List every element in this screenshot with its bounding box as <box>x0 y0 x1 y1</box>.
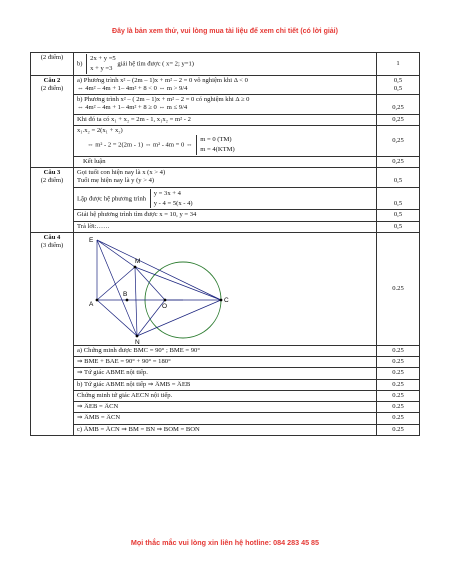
text-line: Kết luận <box>83 157 106 165</box>
content-cell <box>74 125 377 156</box>
table-row <box>31 125 420 156</box>
content-cell <box>74 357 377 368</box>
part-label: b) <box>77 60 83 68</box>
solution-text: giải hệ tìm được ( x= 2; y=1) <box>117 60 194 68</box>
score: 0,5 <box>393 76 403 84</box>
content-cell <box>74 114 377 125</box>
figure-cell <box>74 232 377 345</box>
content-cell <box>74 156 377 167</box>
text-line: Tuổi mẹ hiện nay là y (y > 4) <box>77 177 155 185</box>
text-line: Gọi tuổi con hiện nay là x (x > 4) <box>77 169 166 177</box>
question-title: Câu 3 <box>43 169 61 177</box>
content-cell <box>74 402 377 413</box>
content-cell <box>74 53 377 76</box>
point-a <box>96 299 99 302</box>
content-cell <box>74 368 377 379</box>
table-row <box>31 368 420 379</box>
text-line: Chứng minh tứ giác AECN nội tiếp. <box>77 391 173 399</box>
content-cell <box>74 390 377 401</box>
question-cell <box>31 75 74 167</box>
table-row <box>31 168 420 187</box>
equation-text: ⇔ m² - 2 = 2(2m - 1) ⇔ m² - 4m = 0 ⇔ <box>87 141 193 149</box>
points-cell: (2 điểm) <box>31 53 74 76</box>
score-cell: 0,5 <box>377 210 420 221</box>
table-row <box>31 390 420 401</box>
score-cell: 0.25 <box>377 424 420 435</box>
case-2: m = 4(KTM) <box>200 146 235 154</box>
point-n <box>136 335 139 338</box>
text-line: a) Phương trình x² – (2m – 1)x + m² – 2 = 0 vô nghiệm khi Δ < 0 <box>77 76 248 84</box>
table-row <box>31 357 420 368</box>
table-row <box>31 232 420 345</box>
score-cell: 0,25 <box>377 156 420 167</box>
score-cell: 0.25 <box>377 402 420 413</box>
label-c: C <box>224 296 229 304</box>
score-cell: 0.25 <box>377 390 420 401</box>
point-o <box>164 299 167 302</box>
text-line: ⇒ ÂMB = ÂCN <box>77 414 121 422</box>
table-row <box>31 345 420 356</box>
table-row <box>31 424 420 435</box>
content-cell <box>74 210 377 221</box>
text-line: c) ÂMB = ÂCN ⇒ BM = BN ⇒ B̂OM = B̂ON <box>77 425 200 433</box>
text-line: Khi đó ta có x₁ + x₂ = 2m - 1, x₁x₂ = m² - 2 <box>77 115 191 123</box>
preview-notice: Đây là bản xem thử, vui lòng mua tài liệu để xem chi tiết (có lời giải) <box>112 28 338 35</box>
score-cell: 0,25 <box>377 125 420 156</box>
table-row <box>31 53 420 76</box>
table-row <box>31 75 420 94</box>
score-cell: 0.25 <box>377 413 420 424</box>
score-cell: 0,5 <box>377 221 420 232</box>
question-points: (2 điểm) <box>40 85 64 93</box>
question-cell <box>31 232 74 435</box>
score-cell: 0,5 <box>377 187 420 210</box>
score-cell: 0,25 <box>377 95 420 114</box>
table-row <box>31 402 420 413</box>
figure-lines <box>97 240 221 336</box>
label-o: O <box>162 302 168 310</box>
question-points: (2 điểm) <box>40 177 64 185</box>
table-row <box>31 114 420 125</box>
case-brace <box>196 135 235 155</box>
text-line: ⇒ Tứ giác ABME nội tiếp. <box>77 369 148 377</box>
label-n: N <box>135 338 140 344</box>
text-line: Trả lời:…… <box>77 222 110 230</box>
score: 0,5 <box>393 85 403 93</box>
point-m <box>134 266 137 269</box>
content-cell <box>74 187 377 210</box>
score-cell: 1 <box>377 53 420 76</box>
question-points: (3 điểm) <box>40 242 64 250</box>
text-line: b) Phương trình x² – ( 2m – 1)x + m² – 2 = 0 có nghiệm khi Δ ≥ 0 <box>77 96 250 104</box>
equation-1: y = 3x + 4 <box>153 189 181 197</box>
table-row <box>31 379 420 390</box>
text-line: a) Chứng minh được B̂MC = 90° ; B̂ME = 90° <box>77 346 200 354</box>
text-line: ⇔ 4m² – 4m + 1– 4m² + 8 < 0 ⇔ m > 9/4 <box>77 85 188 93</box>
text-line: b) Tứ giác ABME nội tiếp ⇒ ÂMB = ÂEB <box>77 380 191 388</box>
label-b: B <box>123 290 128 298</box>
table-row <box>31 187 420 210</box>
equation-system <box>86 54 116 74</box>
score-cell: 0.25 <box>377 357 420 368</box>
table-row <box>31 221 420 232</box>
text-line: ⇔ 4m² – 4m + 1– 4m² + 8 ≥ 0 ⇔ m ≤ 9/4 <box>77 104 188 112</box>
geometry-figure <box>77 234 237 344</box>
text-line: ⇒ ÂEB = ÂCN <box>77 403 119 411</box>
table-row <box>31 210 420 221</box>
score-cell: 0.25 <box>377 379 420 390</box>
case-1: m = 0 (TM) <box>200 136 232 144</box>
content-cell <box>74 379 377 390</box>
equation-1: 2x + y =5 <box>90 55 116 62</box>
score-cell <box>377 75 420 94</box>
equation-system <box>150 189 193 209</box>
text-line <box>77 135 373 155</box>
score-cell: 0.25 <box>377 232 420 345</box>
score-cell: 0.25 <box>377 345 420 356</box>
score-cell: 0,25 <box>377 114 420 125</box>
question-cell <box>31 168 74 233</box>
question-title: Câu 2 <box>43 76 61 84</box>
content-cell <box>74 413 377 424</box>
answer-table <box>30 52 420 436</box>
content-cell <box>74 424 377 435</box>
point-c <box>220 299 223 302</box>
text-line: ⇒ B̂ME + B̂AE = 90° + 90° = 180° <box>77 358 171 366</box>
question-title: Câu 4 <box>43 233 61 241</box>
label-m: M <box>135 257 141 265</box>
score-cell: 0.25 <box>377 368 420 379</box>
table-row <box>31 156 420 167</box>
content-cell <box>74 221 377 232</box>
label-e: E <box>89 236 94 244</box>
content-cell <box>74 168 377 187</box>
equation-2: y - 4 = 5(x - 4) <box>153 199 193 207</box>
text-line: x₁.x₂ = 2(x₁ + x₂) <box>77 126 123 134</box>
equation-2: x + y =3 <box>90 64 113 72</box>
table-row <box>31 95 420 114</box>
text-line: Giải hệ phương trình tìm được x = 10, y = 34 <box>77 211 197 219</box>
system-label: Lập được hệ phương trình <box>77 195 147 203</box>
label-a: A <box>89 300 94 308</box>
table-row <box>31 413 420 424</box>
point-b <box>126 299 129 302</box>
hotline-notice: Mọi thắc mắc vui lòng xin liên hệ hotline: 084 283 45 85 <box>130 538 320 547</box>
content-cell <box>74 345 377 356</box>
content-cell <box>74 95 377 114</box>
score-cell: 0,5 <box>377 168 420 187</box>
text-line <box>77 189 373 209</box>
content-cell <box>74 75 377 94</box>
